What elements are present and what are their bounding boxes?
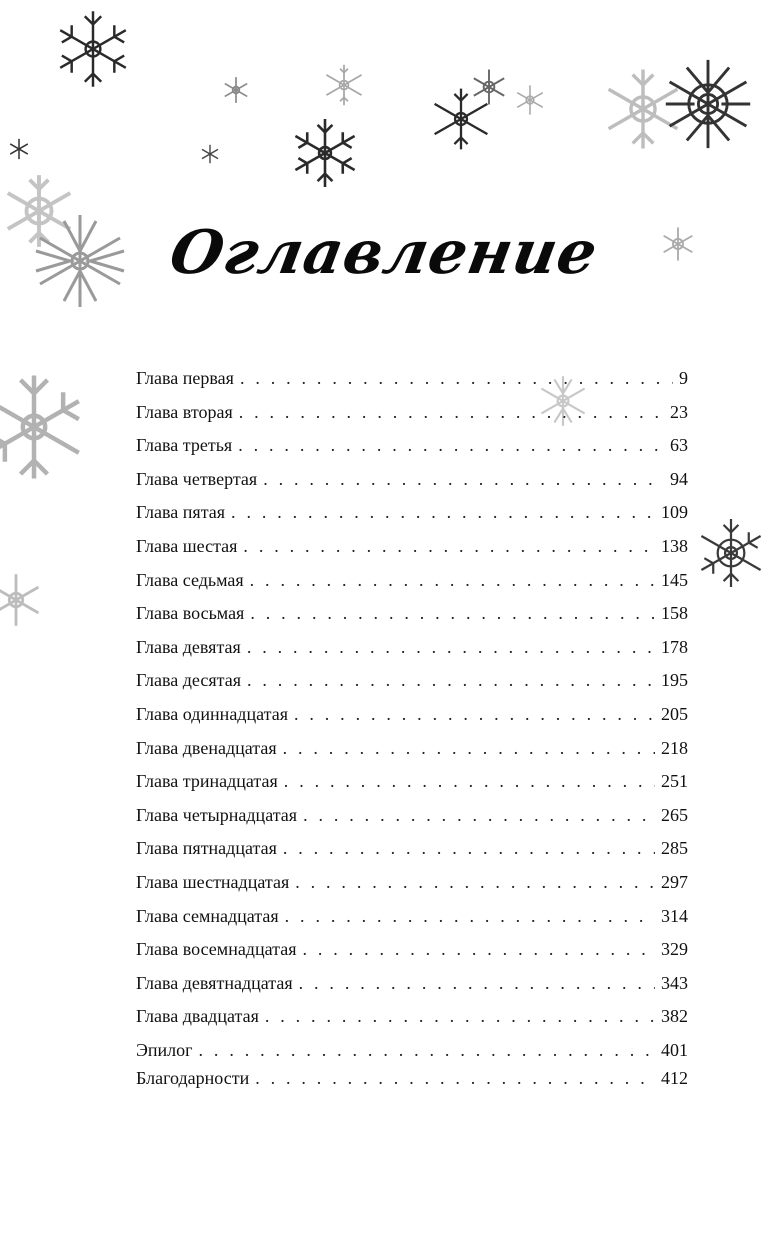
toc-entry-label: Глава вторая bbox=[136, 401, 233, 422]
toc-entry[interactable] bbox=[136, 936, 688, 970]
dot-leader bbox=[247, 667, 655, 693]
toc-entry-page: 285 bbox=[661, 838, 688, 859]
toc-entry-label: Глава девятнадцатая bbox=[136, 972, 293, 993]
toc-entry-label: Глава четвертая bbox=[136, 468, 258, 489]
toc-entry-page: 205 bbox=[661, 703, 688, 724]
snowflake-icon bbox=[514, 84, 546, 116]
toc-entry-page: 63 bbox=[670, 435, 688, 456]
snowflake-icon bbox=[222, 76, 250, 104]
toc-entry-label: Благодарности bbox=[136, 1067, 250, 1088]
toc-entry[interactable] bbox=[136, 1065, 688, 1093]
toc-entry-page: 265 bbox=[661, 804, 688, 825]
toc-entry[interactable] bbox=[136, 869, 688, 903]
toc-entry[interactable] bbox=[136, 1037, 688, 1065]
toc-entry[interactable] bbox=[136, 600, 688, 634]
toc-entry-label: Эпилог bbox=[136, 1039, 193, 1060]
dot-leader bbox=[302, 936, 655, 962]
dot-leader bbox=[247, 634, 655, 660]
toc-entry[interactable] bbox=[136, 835, 688, 869]
toc-entry[interactable] bbox=[136, 466, 688, 500]
toc-entry-page: 251 bbox=[661, 771, 688, 792]
dot-leader bbox=[199, 1037, 655, 1063]
toc-entry[interactable] bbox=[136, 1003, 688, 1037]
toc-entry[interactable] bbox=[136, 701, 688, 735]
dot-leader bbox=[231, 499, 655, 525]
toc-entry[interactable] bbox=[136, 399, 688, 433]
toc-entry[interactable] bbox=[136, 365, 688, 399]
toc-entry-page: 297 bbox=[661, 871, 688, 892]
toc-entry-page: 178 bbox=[661, 636, 688, 657]
toc-entry-label: Глава седьмая bbox=[136, 569, 244, 590]
snowflake-icon bbox=[660, 56, 756, 152]
dot-leader bbox=[243, 533, 655, 559]
dot-leader bbox=[240, 365, 673, 391]
toc-entry[interactable] bbox=[136, 432, 688, 466]
toc-entry-label: Глава восемнадцатая bbox=[136, 939, 297, 960]
toc-entry-label: Глава пятая bbox=[136, 502, 226, 523]
toc-entry-page: 23 bbox=[670, 401, 688, 422]
toc-entry-label: Глава третья bbox=[136, 435, 233, 456]
toc-entry-label: Глава одиннадцатая bbox=[136, 703, 288, 724]
toc-entry-label: Глава четырнадцатая bbox=[136, 804, 298, 825]
dot-leader bbox=[263, 466, 664, 492]
dot-leader bbox=[283, 835, 655, 861]
table-of-contents bbox=[136, 365, 688, 1093]
toc-entry[interactable] bbox=[136, 735, 688, 769]
snowflake-icon bbox=[470, 68, 508, 106]
toc-entry-page: 329 bbox=[661, 939, 688, 960]
toc-entry[interactable] bbox=[136, 533, 688, 567]
toc-entry-page: 94 bbox=[670, 468, 688, 489]
toc-entry-page: 218 bbox=[661, 737, 688, 758]
toc-entry[interactable] bbox=[136, 634, 688, 668]
dot-leader bbox=[255, 1065, 655, 1091]
toc-entry-label: Глава двенадцатая bbox=[136, 737, 277, 758]
toc-entry-page: 138 bbox=[661, 535, 688, 556]
dot-leader bbox=[299, 970, 655, 996]
toc-entry-label: Глава шестнадцатая bbox=[136, 871, 290, 892]
snowflake-icon bbox=[52, 8, 134, 90]
snowflake-icon bbox=[0, 560, 44, 640]
toc-entry-page: 9 bbox=[679, 368, 688, 388]
toc-entry-page: 412 bbox=[661, 1067, 688, 1088]
toc-entry-label: Глава десятая bbox=[136, 670, 241, 691]
dot-leader bbox=[283, 735, 655, 761]
dot-leader bbox=[285, 903, 655, 929]
toc-entry-page: 109 bbox=[661, 502, 688, 523]
snowflake-icon bbox=[288, 116, 362, 190]
toc-entry-page: 343 bbox=[661, 972, 688, 993]
toc-entry-page: 158 bbox=[661, 603, 688, 624]
toc-entry-page: 401 bbox=[661, 1039, 688, 1060]
toc-entry-label: Глава семнадцатая bbox=[136, 905, 279, 926]
toc-entry-label: Глава восьмая bbox=[136, 603, 245, 624]
toc-entry-page: 314 bbox=[661, 905, 688, 926]
snowflake-icon bbox=[200, 144, 220, 164]
toc-entry-label: Глава шестая bbox=[136, 535, 238, 556]
toc-entry[interactable] bbox=[136, 667, 688, 701]
toc-entry-page: 382 bbox=[661, 1006, 688, 1027]
toc-entry-label: Глава тринадцатая bbox=[136, 771, 278, 792]
toc-entry[interactable] bbox=[136, 903, 688, 937]
toc-entry-label: Глава первая bbox=[136, 368, 234, 388]
dot-leader bbox=[238, 432, 664, 458]
dot-leader bbox=[303, 802, 655, 828]
dot-leader bbox=[250, 567, 655, 593]
toc-entry[interactable] bbox=[136, 802, 688, 836]
toc-entry[interactable] bbox=[136, 768, 688, 802]
toc-entry-label: Глава двадцатая bbox=[136, 1006, 259, 1027]
dot-leader bbox=[295, 869, 655, 895]
dot-leader bbox=[239, 399, 664, 425]
snowflake-icon bbox=[694, 512, 768, 594]
dot-leader bbox=[265, 1003, 655, 1029]
toc-entry[interactable] bbox=[136, 567, 688, 601]
toc-entry-page: 145 bbox=[661, 569, 688, 590]
toc-entry-page: 195 bbox=[661, 670, 688, 691]
dot-leader bbox=[250, 600, 655, 626]
toc-entry-label: Глава девятая bbox=[136, 636, 241, 657]
snowflake-icon bbox=[8, 138, 30, 160]
page-title: Оглавление bbox=[164, 218, 604, 288]
snowflake-icon bbox=[0, 352, 90, 502]
dot-leader bbox=[284, 768, 655, 794]
snowflake-icon bbox=[322, 63, 366, 107]
toc-entry-label: Глава пятнадцатая bbox=[136, 838, 277, 859]
toc-entry[interactable] bbox=[136, 499, 688, 533]
toc-entry[interactable] bbox=[136, 970, 688, 1004]
dot-leader bbox=[294, 701, 655, 727]
